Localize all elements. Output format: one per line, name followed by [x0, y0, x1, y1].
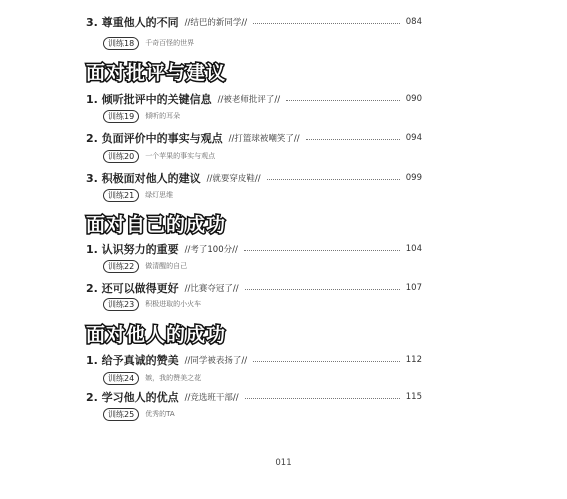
toc-entry[interactable]: [86, 352, 422, 368]
section-heading: 面对自己的成功: [86, 214, 227, 236]
training-item: [103, 188, 173, 202]
entry-page-number: 107: [405, 283, 422, 293]
entry-subtitle: //竞选班干部//: [184, 393, 239, 403]
training-description: 千奇百怪的世界: [145, 39, 195, 47]
entry-subtitle: //同学被表扬了//: [184, 356, 248, 366]
training-description: 做清醒的自己: [145, 262, 188, 270]
page-number: 011: [275, 458, 292, 468]
toc-entry[interactable]: [86, 130, 422, 146]
training-description: 积极进取的小火车: [145, 300, 202, 308]
entry-page-number: 090: [405, 94, 422, 104]
toc-entry[interactable]: [86, 14, 422, 30]
entry-title: 1. 倾听批评中的关键信息: [86, 93, 212, 106]
section-heading: 面对批评与建议: [86, 62, 227, 84]
training-item: [103, 297, 201, 311]
training-badge: 训练21: [103, 189, 139, 202]
training-item: [103, 407, 175, 421]
entry-subtitle: //就要穿皮鞋//: [206, 174, 261, 184]
dotted-leader: [286, 100, 400, 101]
training-badge: 训练20: [103, 150, 139, 163]
entry-subtitle: //比赛夺冠了//: [184, 284, 239, 294]
entry-title: 3. 积极面对他人的建议: [86, 172, 201, 185]
dotted-leader: [267, 179, 400, 180]
training-description: 倾听的耳朵: [145, 112, 181, 120]
dotted-leader: [245, 398, 400, 399]
dotted-leader: [253, 23, 400, 24]
training-item: [103, 149, 215, 163]
section-heading: 面对他人的成功: [86, 324, 227, 346]
entry-page-number: 094: [405, 133, 422, 143]
training-item: [103, 371, 201, 385]
entry-page-number: 104: [405, 244, 422, 254]
entry-title: 3. 尊重他人的不同: [86, 16, 179, 29]
training-badge: 训练19: [103, 110, 139, 123]
training-description: 嫉，我的赞美之花: [145, 374, 202, 382]
training-badge: 训练22: [103, 260, 139, 273]
training-description: 优秀的TA: [145, 410, 175, 418]
entry-subtitle: //打篮球被嘲笑了//: [228, 134, 300, 144]
toc-entry[interactable]: [86, 91, 422, 107]
dotted-leader: [253, 361, 400, 362]
entry-page-number: 084: [405, 17, 422, 27]
training-item: [103, 259, 187, 273]
toc-entry[interactable]: [86, 241, 422, 257]
dotted-leader: [244, 250, 400, 251]
dotted-leader: [245, 289, 400, 290]
entry-subtitle: //被老师批评了//: [217, 95, 281, 105]
training-description: 一个苹果的事实与观点: [145, 152, 216, 160]
toc-entry[interactable]: [86, 170, 422, 186]
entry-page-number: 099: [405, 173, 422, 183]
toc-entry[interactable]: [86, 389, 422, 405]
training-badge: 训练18: [103, 37, 139, 50]
entry-title: 1. 给予真诚的赞美: [86, 354, 179, 367]
entry-title: 1. 认识努力的重要: [86, 243, 179, 256]
training-badge: 训练25: [103, 408, 139, 421]
dotted-leader: [306, 139, 400, 140]
entry-title: 2. 学习他人的优点: [86, 391, 179, 404]
entry-page-number: 115: [405, 392, 422, 402]
training-item: [103, 36, 194, 50]
entry-subtitle: //考了100分//: [184, 245, 238, 255]
training-badge: 训练24: [103, 372, 139, 385]
entry-title: 2. 还可以做得更好: [86, 282, 179, 295]
training-badge: 训练23: [103, 298, 139, 311]
entry-page-number: 112: [405, 355, 422, 365]
entry-title: 2. 负面评价中的事实与观点: [86, 132, 223, 145]
toc-entry[interactable]: [86, 280, 422, 296]
training-item: [103, 109, 180, 123]
training-description: 绿灯思维: [145, 191, 174, 199]
entry-subtitle: //结巴的新同学//: [184, 18, 248, 28]
